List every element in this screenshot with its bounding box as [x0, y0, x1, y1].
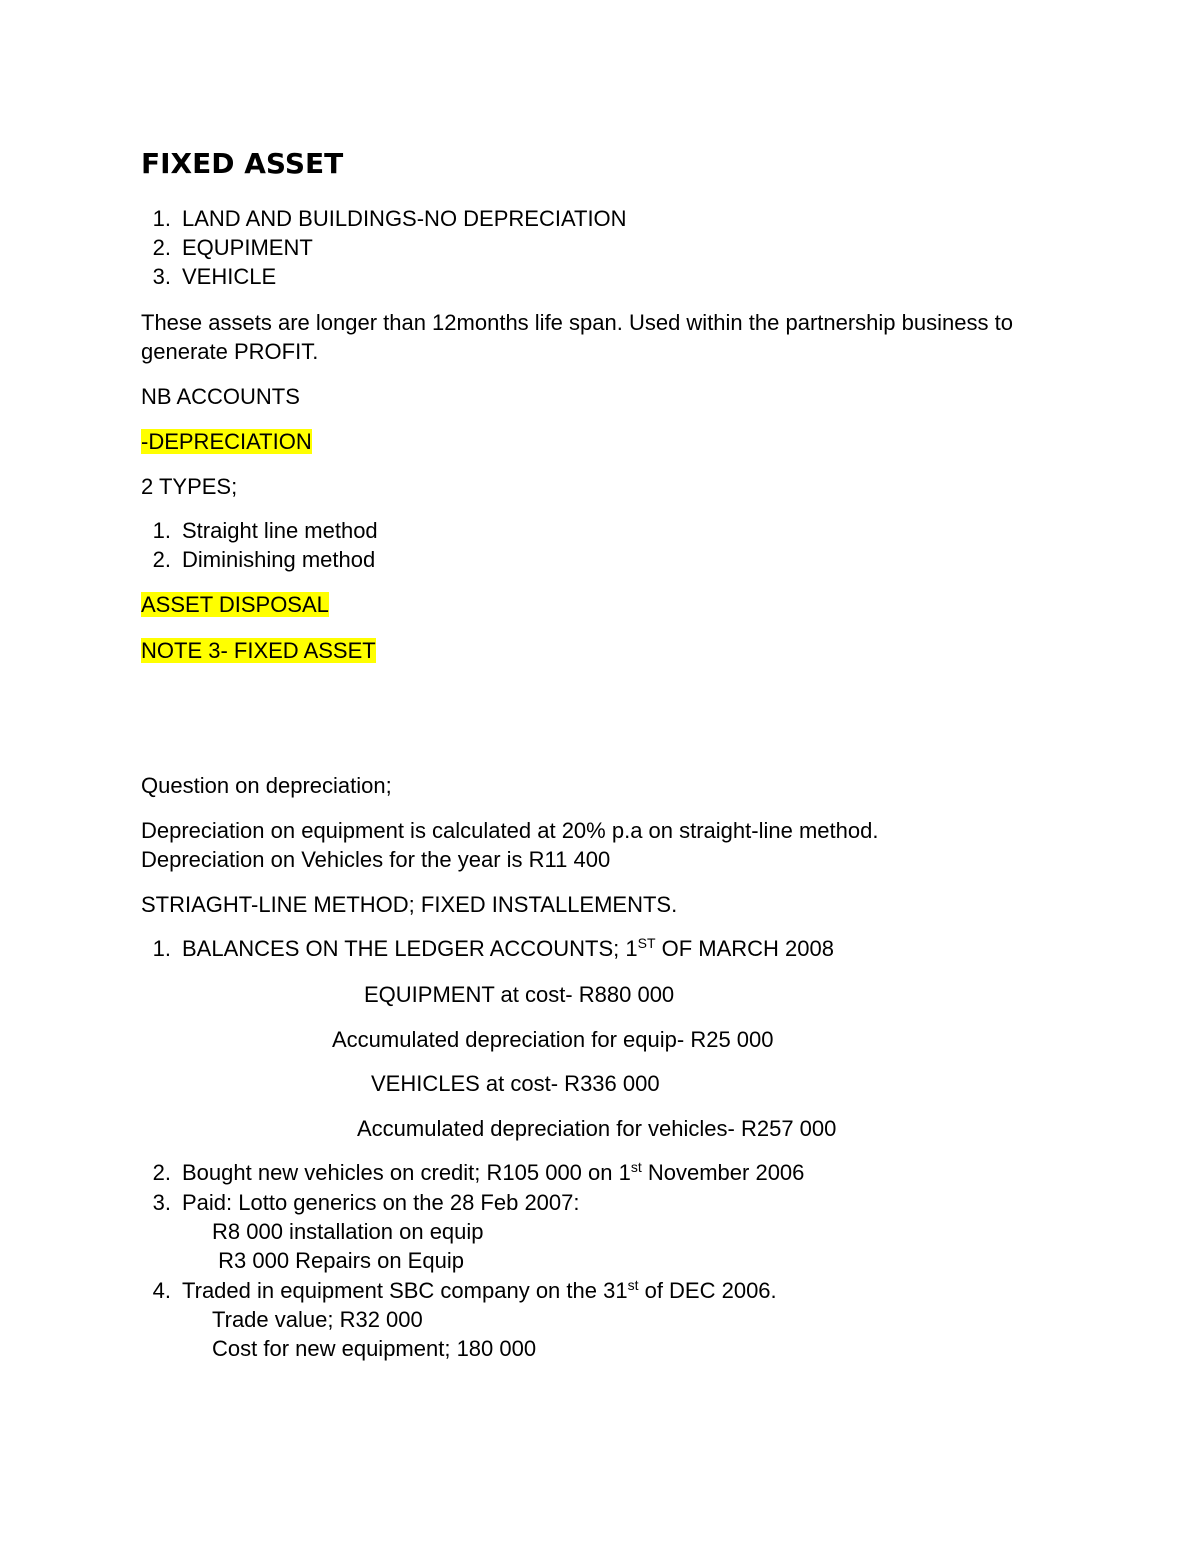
depreciation-line-2: Depreciation on Vehicles for the year is R11 400	[141, 847, 611, 872]
list-number: 1.	[152, 206, 171, 231]
list-text: VEHICLE	[182, 264, 277, 289]
nb-accounts-label: NB ACCOUNTS	[141, 384, 300, 409]
balance-vehicles: VEHICLES at cost- R336 000	[371, 1071, 660, 1096]
list-number: 3.	[152, 1190, 171, 1215]
list-item	[141, 516, 378, 545]
list-number: 2.	[152, 235, 171, 260]
list-text: LAND AND BUILDINGS-NO DEPRECIATION	[182, 206, 627, 231]
balance-equipment: EQUIPMENT at cost- R880 000	[364, 982, 675, 1007]
asset-disposal-heading	[141, 590, 329, 619]
types-label: 2 TYPES;	[141, 474, 238, 499]
list-text: Straight line method	[182, 518, 378, 543]
list-item-balances	[141, 934, 834, 963]
list-item-vehicles-bought	[141, 1158, 804, 1187]
list-text: Bought new vehicles on credit; R105 000 on 1st November 2006	[182, 1159, 805, 1185]
question-label: Question on depreciation;	[141, 773, 392, 798]
depreciation-heading	[141, 427, 312, 456]
highlighted-text: -DEPRECIATION	[141, 429, 312, 454]
description-paragraph: These assets are longer than 12months life span. Used within the partnership business to generate PROFIT.	[141, 310, 1013, 364]
highlighted-text: NOTE 3- FIXED ASSET	[141, 638, 376, 663]
list-continuation: Trade value; R32 000	[212, 1307, 423, 1332]
straight-line-heading: STRIAGHT-LINE METHOD; FIXED INSTALLEMENTS.	[141, 892, 678, 917]
list-item-traded	[141, 1276, 777, 1305]
list-number: 1.	[152, 936, 171, 961]
list-item-paid	[141, 1188, 580, 1217]
list-item	[141, 545, 375, 574]
list-number: 1.	[152, 518, 171, 543]
list-number: 2.	[152, 547, 171, 572]
list-continuation: Cost for new equipment; 180 000	[212, 1336, 537, 1361]
list-text: BALANCES ON THE LEDGER ACCOUNTS; 1ST OF MARCH 2008	[182, 935, 834, 961]
list-number: 2.	[152, 1160, 171, 1185]
list-text: Diminishing method	[182, 547, 376, 572]
list-text: Paid: Lotto generics on the 28 Feb 2007:	[182, 1190, 580, 1215]
list-number: 4.	[152, 1278, 171, 1303]
depreciation-line-1: Depreciation on equipment is calculated at 20% p.a on straight-line method.	[141, 818, 879, 843]
list-continuation: R3 000 Repairs on Equip	[212, 1248, 464, 1273]
list-item	[141, 204, 627, 233]
list-continuation: R8 000 installation on equip	[212, 1219, 484, 1244]
list-text: EQUPIMENT	[182, 235, 313, 260]
list-item	[141, 262, 276, 291]
list-number: 3.	[152, 264, 171, 289]
note3-heading	[141, 636, 376, 665]
list-item	[141, 233, 313, 262]
highlighted-text: ASSET DISPOSAL	[141, 592, 329, 617]
balance-accum-dep-vehicles: Accumulated depreciation for vehicles- R257 000	[357, 1116, 837, 1141]
balance-accum-dep-equip: Accumulated depreciation for equip- R25 000	[332, 1027, 774, 1052]
list-text: Traded in equipment SBC company on the 31st of DEC 2006.	[182, 1277, 777, 1303]
page-title: FIXED ASSET	[141, 147, 344, 180]
